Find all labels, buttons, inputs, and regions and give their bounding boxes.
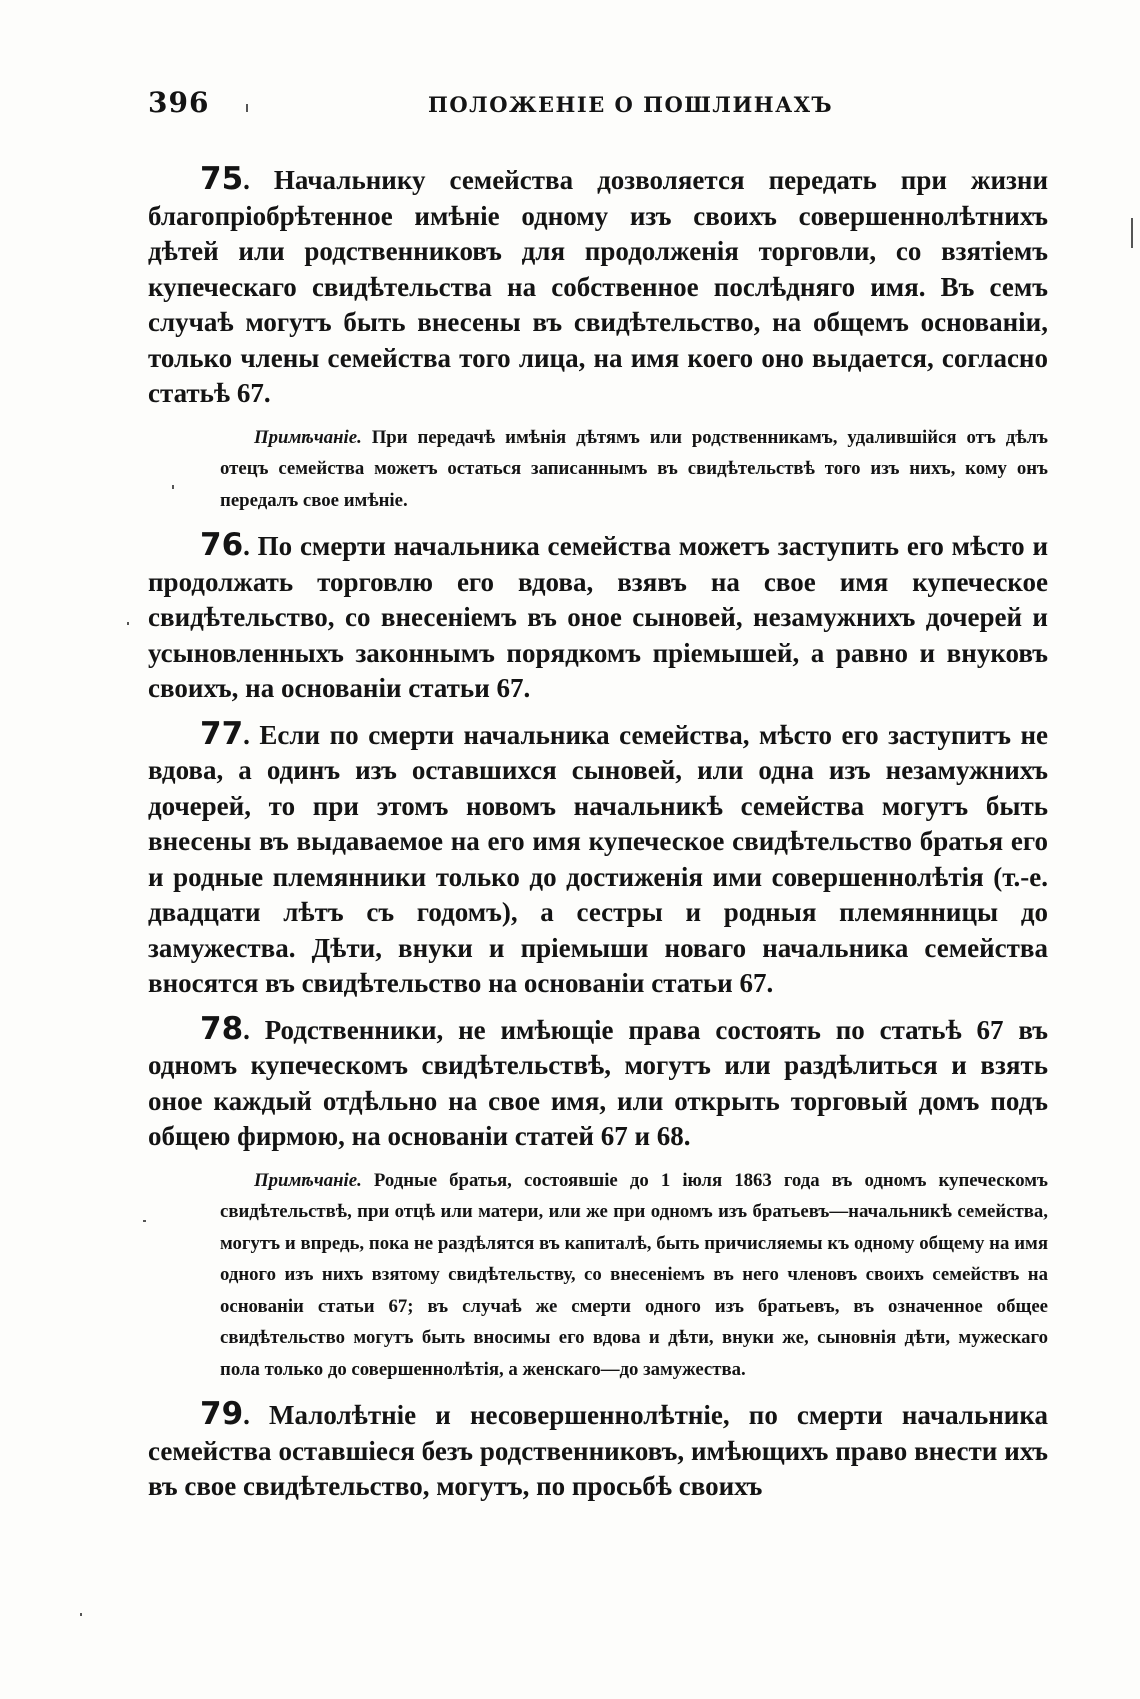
scan-speck bbox=[246, 104, 248, 112]
note-text: При передачѣ имѣнія дѣтямъ или родственникамъ, удалившійся отъ дѣлъ отецъ семейства можетъ остаться записаннымъ въ свидѣтельствѣ того изъ нихъ, кому онъ передалъ свое имѣніе. bbox=[220, 426, 1048, 511]
page-body bbox=[148, 162, 1048, 1515]
article-text: Родственники, не имѣющіе права состоять по статьѣ 67 въ одномъ купеческомъ свидѣтельствѣ, могутъ или раздѣлиться и взять оное каждый отдѣльно на свое имя, или открыть торговый домъ подъ общею фирмою, на основаніи статей 67 и 68. bbox=[148, 1014, 1049, 1151]
note-label: Примѣчаніе. bbox=[254, 1169, 362, 1191]
article-75: 75. Начальнику семейства дозволяется передать при жизни благопріобрѣтенное имѣніе одному изъ своихъ совершеннолѣтнихъ дѣтей или родственниковъ для продолженія торговли, со взятіемъ купеческаго свидѣтельства на собственное послѣдняго имя. Въ семъ случаѣ могутъ быть внесены въ свидѣтельство, на общемъ основаніи, только члены семейства того лица, на имя коего оно выдается, согласно статьѣ 67. bbox=[148, 161, 1048, 408]
scan-speck bbox=[143, 1220, 146, 1222]
article-79: 79. Малолѣтніе и несовершеннолѣтніе, по смерти начальника семейства оставшіеся безъ родственниковъ, имѣющихъ право внести ихъ въ свое свидѣтельство, могутъ, по просьбѣ своихъ bbox=[148, 1396, 1048, 1501]
note-label: Примѣчаніе. bbox=[254, 426, 362, 448]
article-77: 77. Если по смерти начальника семейства, мѣсто его заступитъ не вдова, а одинъ изъ оставшихся сыновей, или одна изъ незамужнихъ дочерей, то при этомъ новомъ начальникѣ семейства могутъ быть внесены въ выдаваемое на его имя купеческое свидѣтельство братья его и родные племянники только до достиженія ими совершеннолѣтія (т.-е. двадцати лѣтъ съ годомъ), а сестры и родныя племянницы до замужества. Дѣти, внуки и пріемыши новаго начальника семейства вносятся въ свидѣтельство на основаніи статьи 67. bbox=[148, 715, 1048, 998]
note-article-78 bbox=[220, 1165, 1048, 1386]
scan-speck bbox=[80, 1613, 82, 1616]
page-header bbox=[148, 86, 1048, 126]
note-text: Родные братья, состоявшіе до 1 іюля 1863 года въ одномъ купеческомъ свидѣтельствѣ, при отцѣ или матери, или же при одномъ изъ братьевъ—начальникѣ семейства, могутъ и впредь, пока не раздѣлятся въ капиталѣ, быть причисляемы къ одному общему на имя одного изъ нихъ взятому свидѣтельству, со внесеніемъ въ него членовъ своихъ семействъ на основаніи статьи 67; въ случаѣ же смерти одного изъ братьевъ, въ означенное общее свидѣтельство могутъ быть вносимы его вдова и дѣти, внуки же, сыновнія дѣти, мужескаго пола только до совершеннолѣтія, а женскаго—до замужества. bbox=[220, 1169, 1048, 1380]
page-number: 396 bbox=[148, 86, 210, 119]
scan-speck bbox=[127, 622, 129, 625]
note-article-75 bbox=[220, 422, 1048, 517]
article-number: 78 bbox=[200, 1010, 244, 1047]
article-text: Если по смерти начальника семейства, мѣсто его заступитъ не вдова, а одинъ изъ оставшихся сыновей, или одна изъ незамужнихъ дочерей, то при этомъ новомъ начальникѣ семейства могутъ быть внесены въ выдаваемое на его имя купеческое свидѣтельство братья его и родные племянники только до достиженія ими совершеннолѣтія (т.-е. двадцати лѣтъ съ годомъ), а сестры и родныя племянницы до замужества. Дѣти, внуки и пріемыши новаго начальника семейства вносятся въ свидѣтельство на основаніи статьи 67. bbox=[148, 719, 1048, 998]
scan-speck bbox=[172, 485, 174, 489]
article-text: Малолѣтніе и несовершеннолѣтніе, по смерти начальника семейства оставшіеся безъ родственниковъ, имѣющихъ право внести ихъ въ свое свидѣтельство, могутъ, по просьбѣ своихъ bbox=[148, 1400, 1048, 1501]
article-78: 78. Родственники, не имѣющіе права состоять по статьѣ 67 въ одномъ купеческомъ свидѣтельствѣ, могутъ или раздѣлиться и взять оное каждый отдѣльно на свое имя, или открыть торговый домъ подъ общею фирмою, на основаніи статей 67 и 68. bbox=[148, 1010, 1049, 1151]
article-number: 77 bbox=[200, 715, 244, 752]
running-title: ПОЛОЖЕНІЕ О ПОШЛИНАХЪ bbox=[428, 92, 834, 117]
article-text: По смерти начальника семейства можетъ заступить его мѣсто и продолжать торговлю его вдова, взявъ на свое имя купеческое свидѣтельство, со внесеніемъ въ оное сыновей, незамужнихъ дочерей и усыновленныхъ законнымъ порядкомъ пріемышей, а равно и внуковъ своихъ, на основаніи статьи 67. bbox=[148, 531, 1048, 703]
article-number: 76 bbox=[200, 527, 244, 563]
article-number: 79 bbox=[200, 1396, 244, 1432]
scan-speck bbox=[1131, 218, 1133, 248]
article-number: 75 bbox=[200, 161, 244, 197]
article-76: 76. По смерти начальника семейства можетъ заступить его мѣсто и продолжать торговлю его вдова, взявъ на свое имя купеческое свидѣтельство, со внесеніемъ въ оное сыновей, незамужнихъ дочерей и усыновленныхъ законнымъ порядкомъ пріемышей, а равно и внуковъ своихъ, на основаніи статьи 67. bbox=[148, 527, 1048, 703]
article-text: Начальнику семейства дозволяется передать при жизни благопріобрѣтенное имѣніе одному изъ своихъ совершеннолѣтнихъ дѣтей или родственниковъ для продолженія торговли, со взятіемъ купеческаго свидѣтельства на собственное послѣдняго имя. Въ семъ случаѣ могутъ быть внесены въ свидѣтельство, на общемъ основаніи, только члены семейства того лица, на имя коего оно выдается, согласно статьѣ 67. bbox=[148, 165, 1048, 408]
